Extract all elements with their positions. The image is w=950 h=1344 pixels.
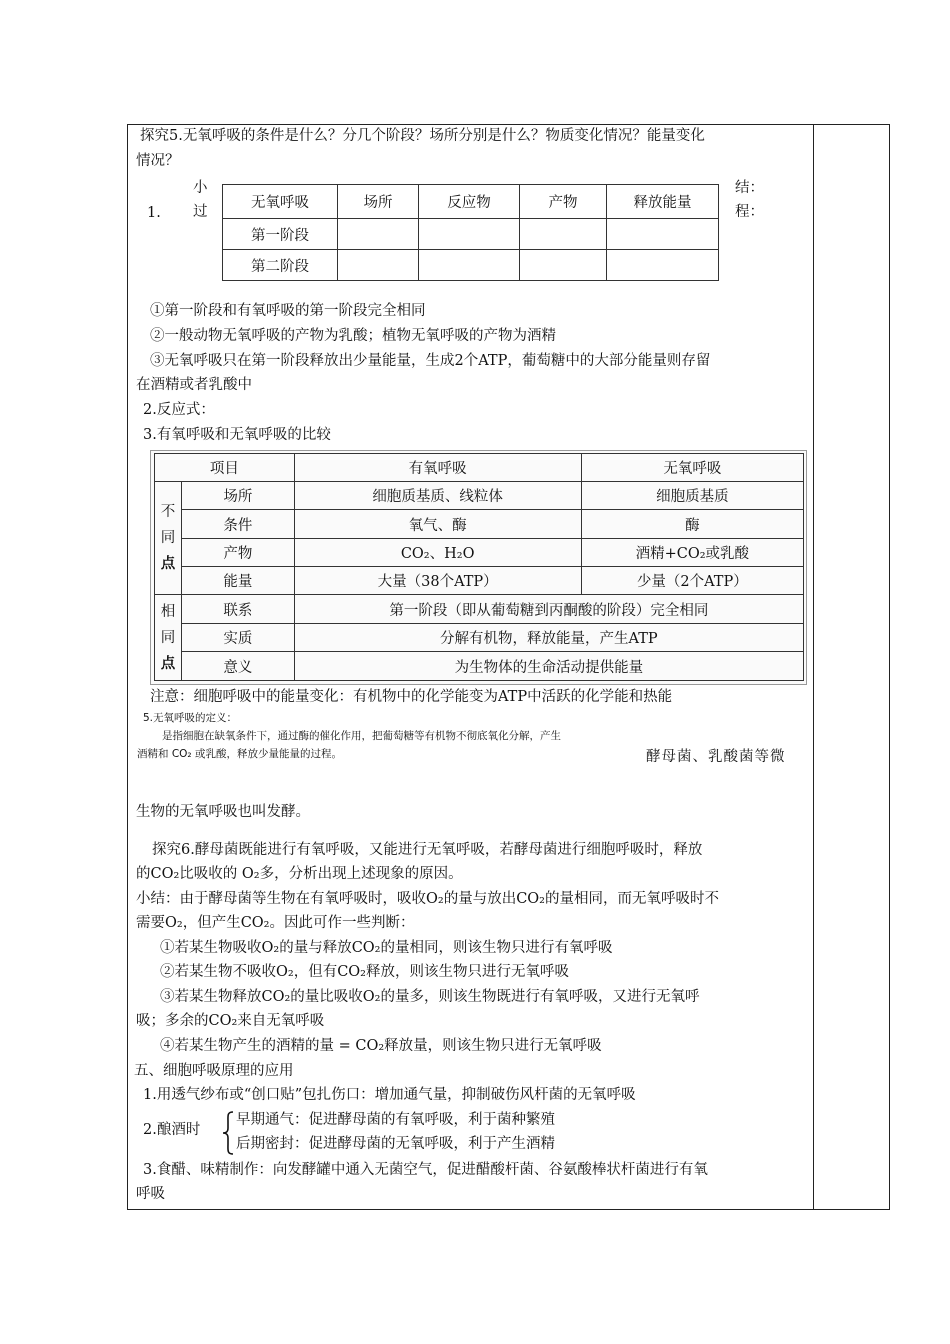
point-3: ③无氧呼吸只在第一阶段释放出少量能量，生成2个ATP，葡萄糖中的大部分能量则存留	[150, 353, 711, 369]
point-1: ①第一阶段和有氧呼吸的第一阶段完全相同	[150, 303, 426, 319]
diff-key-site: 场所	[182, 482, 295, 510]
h-aerobic: 有氧呼吸	[294, 454, 581, 482]
app-2-late: 后期密封：促进酵母菌的无氧呼吸，利于产生酒精	[236, 1136, 555, 1152]
app-3-cont: 呼吸	[136, 1186, 165, 1202]
app-2-label: 2.酿酒时	[143, 1122, 201, 1138]
summary-xiao: 小	[193, 180, 208, 196]
judge-3-cont: 吸；多余的CO₂来自无氧呼吸	[136, 1013, 325, 1029]
diff-a-site: 细胞质基质、线粒体	[294, 482, 581, 510]
point-2: ②一般动物无氧呼吸的产物为乳酸；植物无氧呼吸的产物为酒精	[150, 328, 556, 344]
diff-key-product: 产物	[182, 539, 295, 567]
diff-label: 不 同 点	[155, 482, 182, 595]
same-key-essence: 实质	[182, 624, 295, 652]
summary-jie: 结：	[735, 180, 764, 196]
same-val-relation: 第一阶段（即从葡萄糖到丙酮酸的阶段）完全相同	[294, 595, 803, 624]
h-anaerobic: 无氧呼吸	[581, 454, 803, 482]
judge-2: ②若某生物不吸收O₂，但有CO₂释放，则该生物只进行无氧呼吸	[160, 964, 569, 980]
def-line2: 酒精和 CO₂ 或乳酸，释放少量能量的过程。	[137, 748, 342, 760]
q6-summary2: 需要O₂，但产生CO₂。因此可作一些判断：	[136, 915, 415, 931]
th-reactant: 反应物	[419, 185, 520, 219]
same-key-meaning: 意义	[182, 652, 295, 681]
comparison-table	[154, 453, 804, 681]
th-site: 场所	[338, 185, 419, 219]
diff-a-condition: 氧气、酶	[294, 510, 581, 539]
same-label: 相 同 点	[155, 595, 182, 681]
q6-summary1: 小结：由于酵母菌等生物在有氧呼吸时，吸收O₂的量与放出CO₂的量相同，而无氧呼吸时不	[136, 891, 719, 907]
column-divider	[813, 124, 814, 1210]
judge-1: ①若某生物吸收O₂的量与释放CO₂的量相同，则该生物只进行有氧呼吸	[160, 940, 613, 956]
q6-line1: 探究6.酵母菌既能进行有氧呼吸，又能进行无氧呼吸，若酵母菌进行细胞呼吸时，释放	[152, 842, 703, 858]
h-item: 项目	[155, 454, 295, 482]
def-right: 酵母菌、乳酸菌等微	[646, 749, 786, 765]
app-3: 3.食醋、味精制作：向发酵罐中通入无菌空气，促进醋酸杆菌、谷氨酸棒状杆菌进行有氧	[143, 1162, 708, 1178]
same-key-relation: 联系	[182, 595, 295, 624]
point-3-cont: 在酒精或者乳酸中	[136, 377, 252, 393]
diff-b-site: 细胞质基质	[581, 482, 803, 510]
same-val-essence: 分解有机物，释放能量，产生ATP	[294, 624, 803, 652]
th-product: 产物	[520, 185, 607, 219]
th-energy: 释放能量	[607, 185, 719, 219]
q6-line2: 的CO₂比吸收的 O₂多，分析出现上述现象的原因。	[136, 866, 463, 882]
same-val-meaning: 为生物体的生命活动提供能量	[294, 652, 803, 681]
q5-line2: 情况？	[136, 153, 180, 169]
def-cont: 生物的无氧呼吸也叫发酵。	[136, 804, 310, 820]
def-title: 5.无氧呼吸的定义：	[143, 712, 238, 724]
q5-line1: 探究5.无氧呼吸的条件是什么？分几个阶段？场所分别是什么？物质变化情况？能量变化	[140, 128, 705, 144]
row-stage2: 第二阶段	[223, 250, 338, 281]
diff-key-condition: 条件	[182, 510, 295, 539]
item-2: 2.反应式：	[143, 402, 215, 418]
diff-a-product: CO₂、H₂O	[294, 539, 581, 567]
section5-title: 五、细胞呼吸原理的应用	[134, 1063, 294, 1079]
diff-a-energy: 大量（38个ATP）	[294, 567, 581, 595]
row-stage1: 第一阶段	[223, 219, 338, 250]
app-1: 1.用透气纱布或“创口贴”包扎伤口：增加通气量，抑制破伤风杆菌的无氧呼吸	[143, 1087, 636, 1103]
item-3: 3.有氧呼吸和无氧呼吸的比较	[143, 427, 331, 443]
brace-icon	[220, 1110, 236, 1156]
judge-3: ③若某生物释放CO₂的量比吸收O₂的量多，则该生物既进行有氧呼吸，又进行无氧呼	[160, 989, 700, 1005]
th-anaerobic: 无氧呼吸	[223, 185, 338, 219]
diff-key-energy: 能量	[182, 567, 295, 595]
energy-note: 注意：细胞呼吸中的能量变化：有机物中的化学能变为ATP中活跃的化学能和热能	[150, 689, 673, 705]
summary-num: 1.	[147, 205, 161, 221]
def-line1: 是指细胞在缺氧条件下，通过酶的催化作用，把葡萄糖等有机物不彻底氧化分解，产生	[162, 730, 561, 742]
judge-4: ④若某生物产生的酒精的量 = CO₂释放量，则该生物只进行无氧呼吸	[160, 1038, 602, 1054]
app-2-early: 早期通气：促进酵母菌的有氧呼吸，利于菌种繁殖	[236, 1112, 555, 1128]
diff-b-energy: 少量（2个ATP）	[581, 567, 803, 595]
summary-guo: 过	[193, 204, 208, 220]
diff-b-condition: 酶	[581, 510, 803, 539]
diff-b-product: 酒精+CO₂或乳酸	[581, 539, 803, 567]
summary-cheng: 程：	[735, 204, 764, 220]
stage-table	[222, 184, 719, 281]
